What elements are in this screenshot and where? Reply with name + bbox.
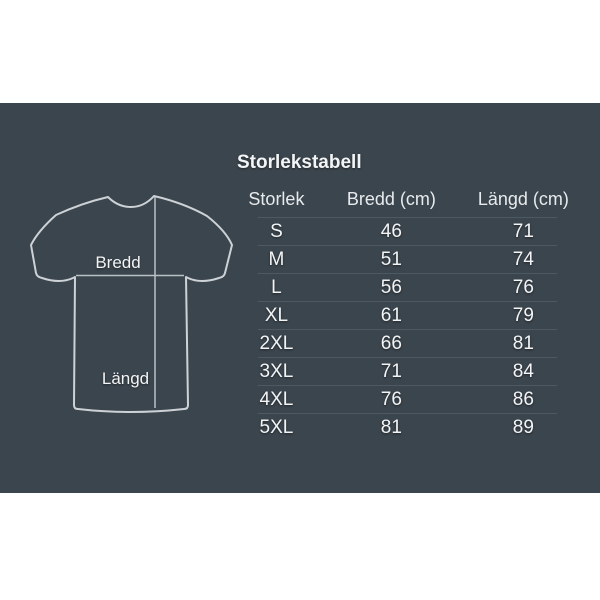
size-cell: XL: [264, 304, 289, 326]
size-cell: 2XL: [259, 332, 294, 354]
table-row: [237, 217, 580, 245]
table-row: [237, 385, 580, 413]
length-cell: 84: [512, 360, 534, 382]
width-cell: 66: [380, 332, 402, 354]
table-row: [237, 273, 580, 301]
size-chart-title: Storlekstabell: [237, 152, 362, 173]
size-cell: M: [268, 248, 285, 270]
length-cell: 81: [512, 332, 534, 354]
length-cell: 74: [512, 248, 534, 270]
width-cell: 81: [380, 416, 402, 438]
column-header-length: Längd (cm): [477, 189, 569, 209]
table-row: [237, 329, 580, 357]
length-cell: 86: [512, 388, 534, 410]
size-cell: L: [271, 276, 282, 298]
shirt-width-label: Bredd: [95, 253, 141, 272]
width-cell: 71: [380, 360, 402, 382]
table-header-row: [237, 183, 580, 217]
size-cell: S: [270, 220, 283, 242]
width-cell: 51: [380, 248, 402, 270]
table-row: [237, 413, 580, 441]
length-cell: 71: [512, 220, 534, 242]
column-header-size: Storlek: [248, 189, 305, 209]
table-row: [237, 301, 580, 329]
length-cell: 89: [512, 416, 534, 438]
size-table: [237, 183, 580, 441]
width-cell: 46: [380, 220, 402, 242]
length-cell: 79: [512, 304, 534, 326]
size-cell: 5XL: [259, 416, 294, 438]
size-cell: 3XL: [259, 360, 294, 382]
column-header-width: Bredd (cm): [346, 189, 436, 209]
size-cell: 4XL: [259, 388, 294, 410]
width-cell: 56: [380, 276, 402, 298]
width-cell: 76: [380, 388, 402, 410]
table-row: [237, 357, 580, 385]
size-chart-banner: [0, 103, 600, 493]
width-cell: 61: [380, 304, 402, 326]
shirt-length-label: Längd: [101, 369, 150, 388]
length-cell: 76: [512, 276, 534, 298]
table-row: [237, 245, 580, 273]
